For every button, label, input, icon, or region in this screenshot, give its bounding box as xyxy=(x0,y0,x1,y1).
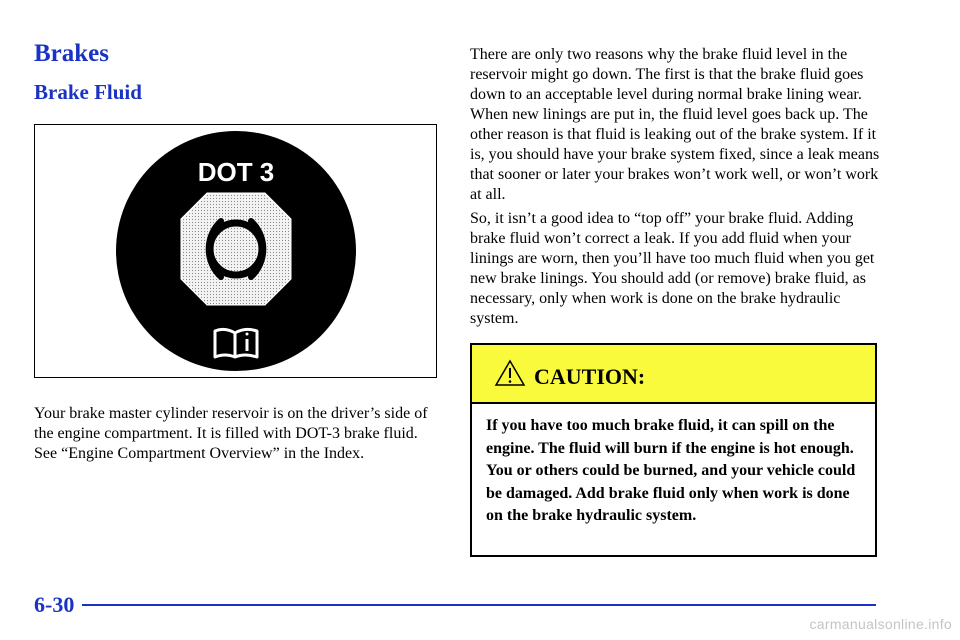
footer-rule xyxy=(82,604,876,606)
caution-box xyxy=(470,343,877,557)
cap-label-dot3: DOT 3 xyxy=(197,157,275,187)
watermark: carmanualsonline.info xyxy=(809,616,952,632)
brake-fluid-cap-illustration xyxy=(35,125,438,379)
subsection-heading: Brake Fluid xyxy=(34,80,142,104)
reservoir-location-paragraph: Your brake master cylinder reservoir is on the driver’s side of the engine compartment. It is filled with DOT-3 brake fluid. See “Engine Compartment Overview” in the Index. xyxy=(34,405,428,462)
section-heading: Brakes xyxy=(34,40,109,67)
brake-warning-icon xyxy=(181,193,291,305)
page-number: 6-30 xyxy=(34,592,75,617)
warning-triangle-icon xyxy=(494,359,526,387)
caution-text: If you have too much brake fluid, it can spill on the engine. The fluid will burn if the engine is hot enough. You or others could be burned, and your vehicle could be damaged. Add brake fluid only when work is done on the brake hydraulic system. xyxy=(486,417,856,524)
top-off-paragraph: So, it isn’t a good idea to “top off” your brake fluid. Adding brake fluid won’t correct a leak. If you add fluid when your linings are worn, then you’ll have too much fluid when you get new brake linings. You should add (or remove) brake fluid, as necessary, only when work is done on the brake hydraulic system. xyxy=(470,210,875,327)
brake-fluid-cap-figure xyxy=(34,124,437,378)
fluid-level-paragraph: There are only two reasons why the brake fluid level in the reservoir might go down. The first is that the brake fluid goes down to an acceptable level during normal brake lining wear. When new linings are put in, the fluid level goes back up. The other reason is that fluid is leaking out of the brake system. If it is, you should have your brake system fixed, since a leak means that sooner or later your brakes won’t work well, or won’t work at all. xyxy=(470,46,880,203)
caution-title: CAUTION: xyxy=(534,364,646,389)
caution-header xyxy=(472,345,875,404)
